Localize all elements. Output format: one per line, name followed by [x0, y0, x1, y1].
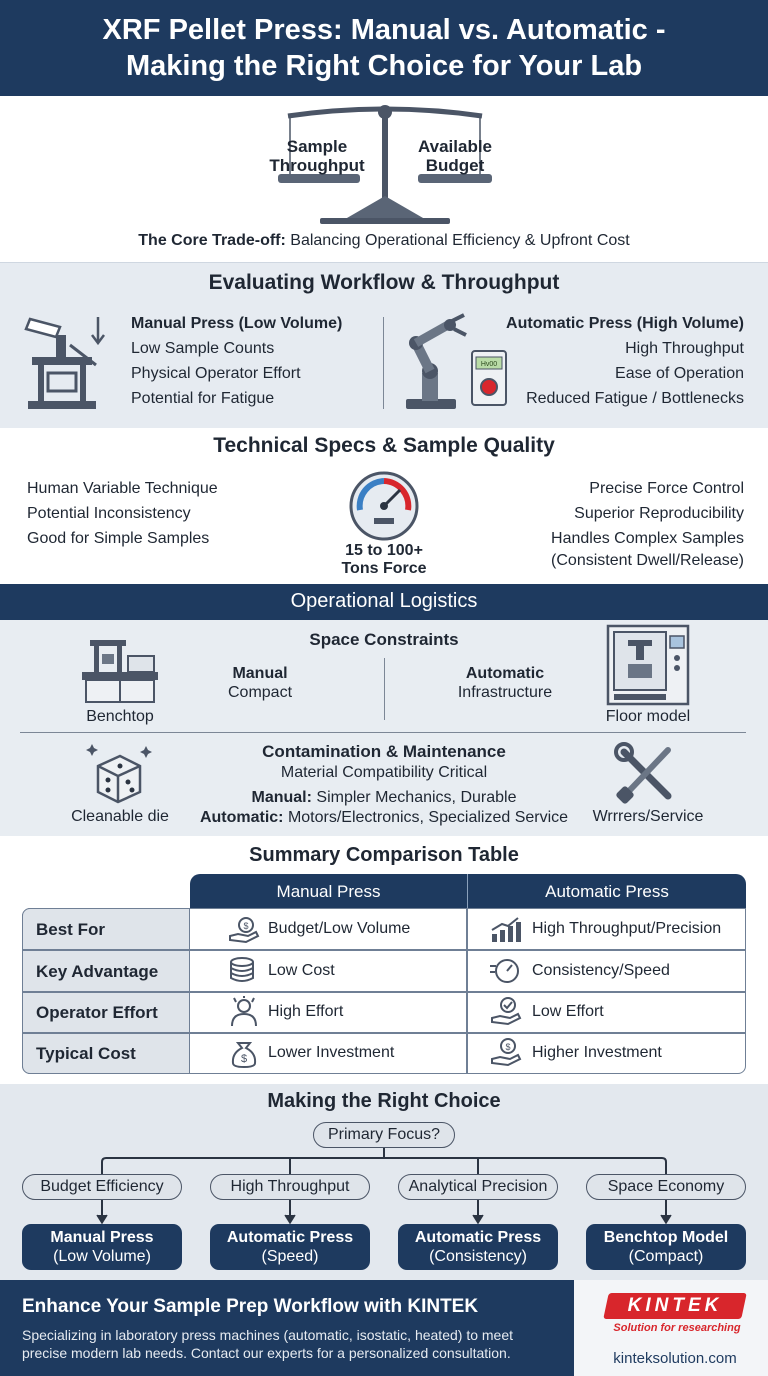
summary-section [0, 836, 768, 1084]
automatic-space-block: Automatic Infrastructure [457, 665, 553, 701]
growth-chart-icon [490, 916, 522, 944]
manual-maintenance-line: Manual: Simpler Mechanics, Durable [251, 789, 517, 806]
result-manual-press: Manual Press (Low Volume) [22, 1224, 182, 1270]
cell-manual-key-advantage: Low Cost [268, 962, 335, 979]
focus-high-throughput: High Throughput [210, 1174, 370, 1200]
manual-specs-list: Human Variable Technique Potential Inconsistency Good for Simple Samples [27, 480, 218, 547]
logistics-title: Operational Logistics [290, 590, 478, 612]
column-header-manual: Manual Press [276, 882, 381, 901]
core-tradeoff-section [0, 96, 768, 262]
contamination-title: Contamination & Maintenance [262, 742, 506, 761]
contamination-subtitle: Material Compatibility Critical [280, 764, 488, 781]
specs-section [0, 428, 768, 584]
space-constraints-title: Space Constraints [309, 630, 459, 649]
svg-text:$: $ [505, 1042, 511, 1052]
money-hand-icon [228, 916, 260, 944]
wrench-screwdriver-icon [614, 742, 678, 806]
manual-volume-block: Manual Press (Low Volume) Low Sample Counts Physical Operator Effort Potential for Fatigue [131, 315, 343, 407]
space-divider [384, 658, 385, 720]
footer-headline: Enhance Your Sample Prep Workflow with KINTEK [22, 1296, 479, 1317]
die-caption: Cleanable die [71, 808, 169, 825]
logistics-title-bar [0, 584, 768, 620]
row-divider [22, 949, 746, 951]
focus-space-economy: Space Economy [586, 1174, 746, 1200]
floor-model-press-icon [604, 624, 692, 706]
investment-hand-icon [490, 1037, 522, 1069]
budget-label: Available Budget [417, 137, 493, 175]
coin-stack-icon [228, 956, 260, 986]
manual-press-icon [20, 315, 112, 411]
summary-title: Summary Comparison Table [249, 844, 519, 866]
speed-gauge-icon [490, 956, 522, 986]
gauge-caption: 15 to 100+ Tons Force [341, 542, 427, 577]
automatic-maintenance-line: Automatic: Motors/Electronics, Specialized Service [199, 809, 569, 826]
page-title-line2: Making the Right Choice for Your Lab [125, 50, 643, 82]
row-label-best-for: Best For [36, 920, 105, 939]
automatic-volume-block: Automatic Press (High Volume) High Throughput Ease of Operation Reduced Fatigue / Bottlenecks [506, 315, 744, 407]
automatic-specs-list: Precise Force Control Superior Reproducibility Handles Complex Samples (Consistent Dwell/Release) [551, 480, 744, 569]
decision-title: Making the Right Choice [267, 1090, 501, 1112]
header-banner [0, 0, 768, 96]
strained-operator-icon [228, 996, 260, 1028]
svg-text:$: $ [240, 1053, 248, 1065]
robot-arm-icon [400, 313, 512, 413]
result-automatic-speed: Automatic Press (Speed) [210, 1224, 370, 1270]
footer-banner [0, 1280, 768, 1376]
website-link[interactable]: kinteksolution.com [613, 1350, 737, 1367]
controller-display-text: Hv00 [480, 361, 498, 368]
workflow-title: Evaluating Workflow & Throughput [208, 271, 560, 294]
focus-budget-efficiency: Budget Efficiency [22, 1174, 182, 1200]
cell-automatic-operator-effort: Low Effort [532, 1003, 604, 1020]
money-bag-icon [228, 1037, 260, 1069]
core-tradeoff-caption: The Core Trade-off: Balancing Operational Efficiency & Upfront Cost [138, 232, 630, 249]
row-label-typical-cost: Typical Cost [36, 1044, 136, 1063]
manual-space-block: Manual Compact [227, 665, 293, 701]
throughput-label: Sample Throughput [269, 137, 365, 175]
cell-manual-best-for: Budget/Low Volume [268, 920, 411, 937]
row-divider [22, 1032, 746, 1034]
workflow-section [0, 262, 768, 428]
cell-manual-typical-cost: Lower Investment [268, 1044, 395, 1061]
benchtop-caption: Benchtop [86, 708, 154, 725]
kintek-logo[interactable]: KINTEK [603, 1293, 747, 1319]
column-header-automatic: Automatic Press [545, 882, 669, 901]
logistics-divider [20, 732, 746, 733]
benchtop-press-icon [80, 634, 162, 704]
row-label-key-advantage: Key Advantage [36, 962, 159, 981]
result-benchtop-model: Benchtop Model (Compact) [586, 1224, 746, 1270]
cell-manual-operator-effort: High Effort [268, 1003, 344, 1020]
page-title-line1: XRF Pellet Press: Manual vs. Automatic - [102, 14, 666, 46]
focus-analytical-precision: Analytical Precision [398, 1174, 558, 1200]
specs-title: Technical Specs & Sample Quality [213, 434, 555, 457]
cell-automatic-best-for: High Throughput/Precision [532, 920, 722, 937]
decision-section [0, 1084, 768, 1280]
cell-automatic-typical-cost: Higher Investment [532, 1044, 662, 1061]
cell-automatic-key-advantage: Consistency/Speed [532, 962, 670, 979]
check-hand-icon [490, 996, 522, 1028]
footer-body: Specializing in laboratory press machines (automatic, isostatic, heated) to meet precise modern lab needs. Contact our experts for a personalized consultation. [22, 1327, 514, 1361]
primary-focus-node: Primary Focus? [313, 1122, 455, 1148]
row-divider [22, 991, 746, 993]
logo-tagline: Solution for researching [613, 1322, 741, 1334]
workflow-divider [383, 317, 384, 409]
result-automatic-consistency: Automatic Press (Consistency) [398, 1224, 558, 1270]
svg-text:$: $ [243, 921, 249, 931]
summary-header-row [190, 874, 746, 908]
tools-caption: Wrrrers/Service [592, 808, 704, 825]
row-label-operator-effort: Operator Effort [36, 1003, 158, 1022]
floor-model-caption: Floor model [605, 708, 691, 725]
logistics-section [0, 584, 768, 836]
force-gauge-icon [348, 470, 420, 542]
